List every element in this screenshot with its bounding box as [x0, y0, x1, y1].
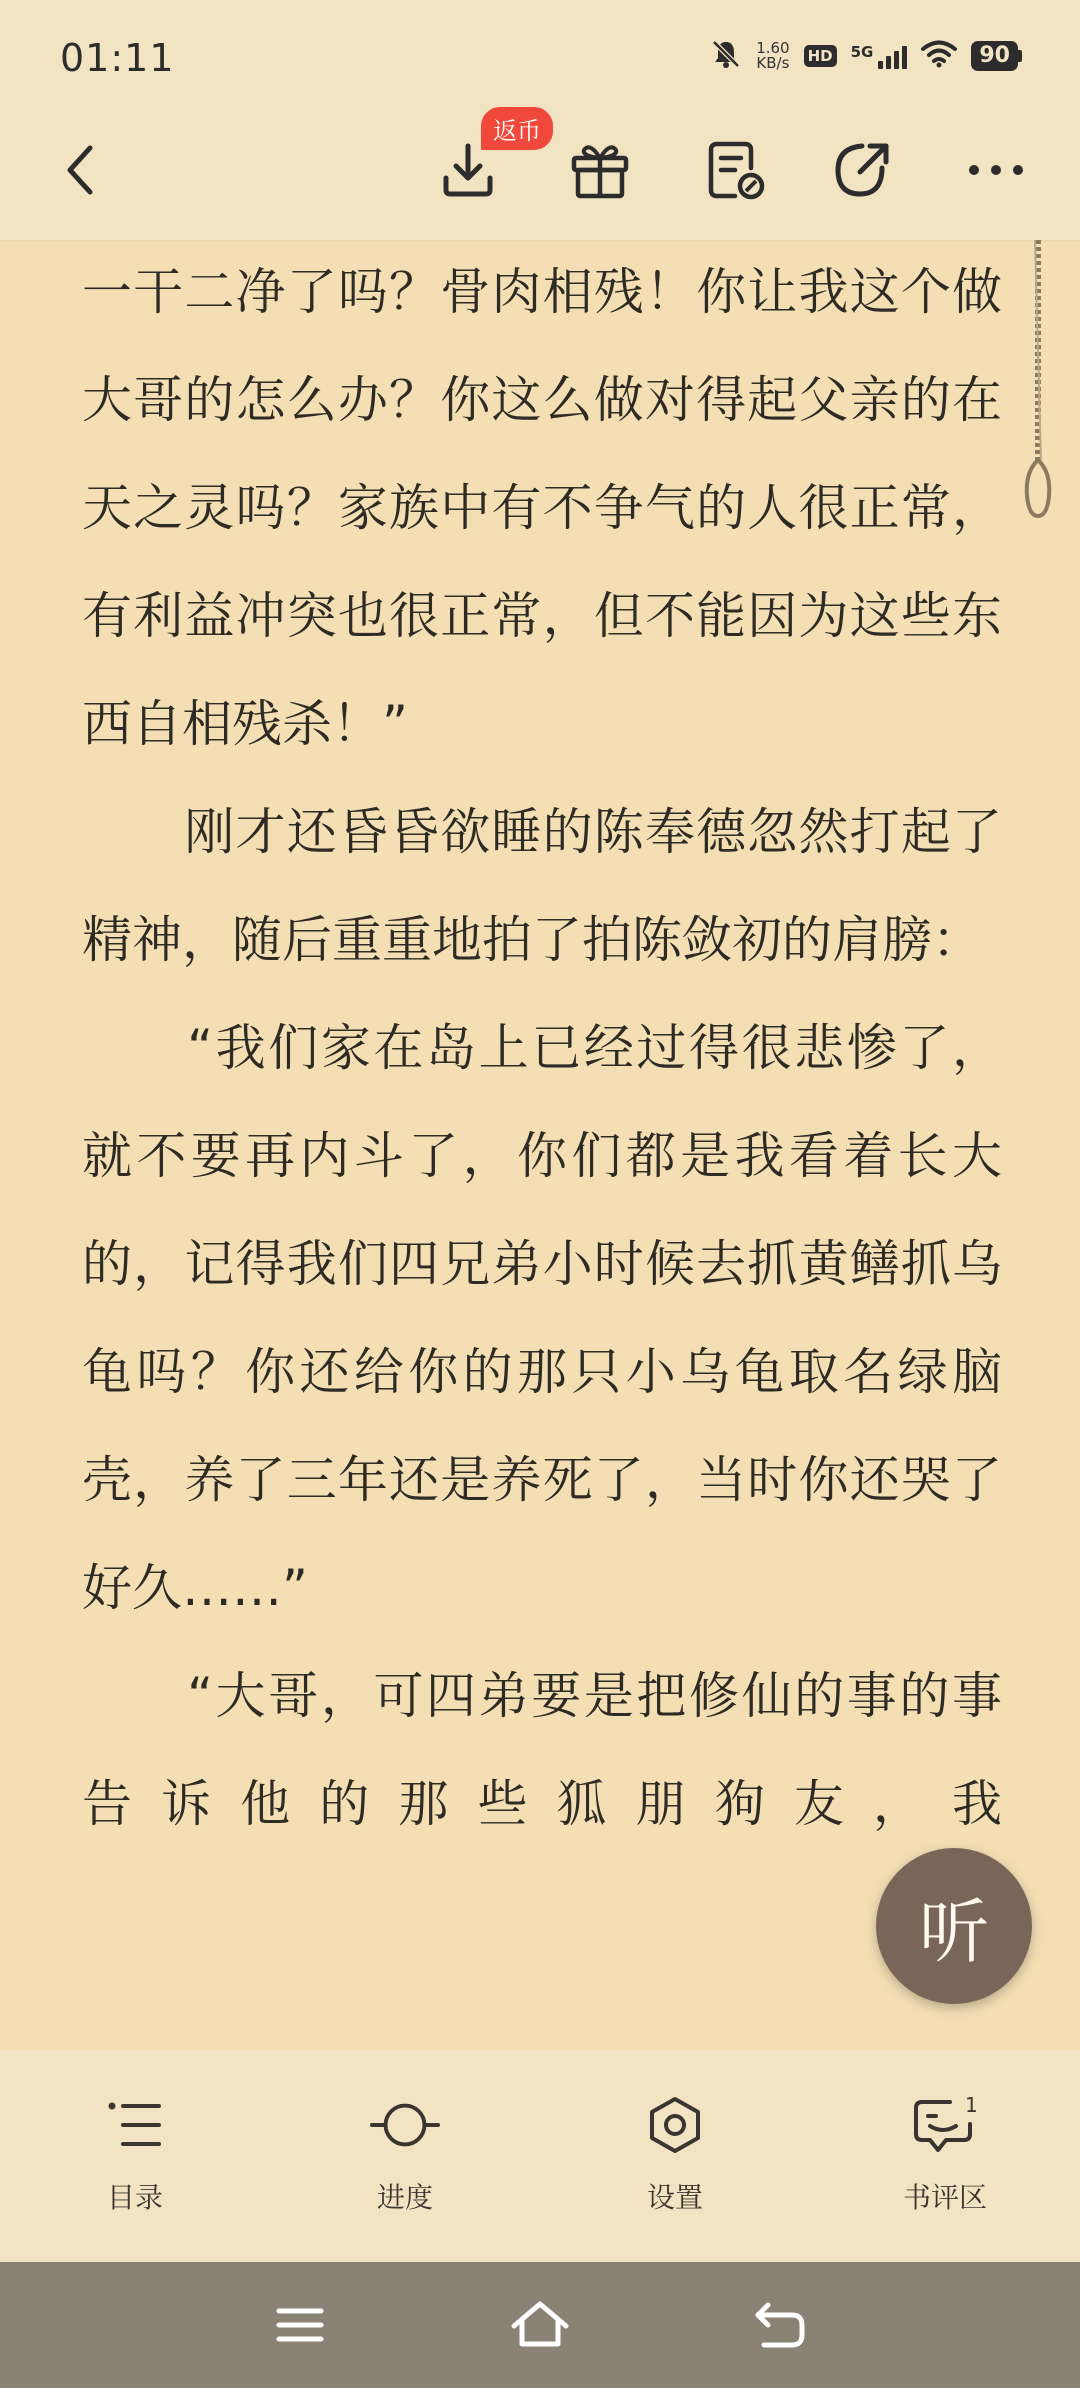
chevron-left-icon — [60, 140, 100, 200]
auto-scroll-rope[interactable] — [1023, 240, 1053, 520]
share-button[interactable] — [822, 130, 902, 210]
status-time: 01:11 — [60, 36, 175, 80]
comment-icon — [910, 2090, 980, 2160]
battery-icon — [971, 41, 1022, 71]
signal-icon — [851, 43, 908, 69]
paragraph: “我们家在岛上已经过得很悲惨了，就不要再内斗了，你们都是我看着长大的，记得我们四兄弟小时候去抓黄鳝抓乌龟吗？你还给你的那只小乌龟取名绿脑壳，养了三年还是养死了，当时你还哭了好久……” — [82, 1019, 1002, 1617]
menu-icon — [275, 2305, 325, 2345]
share-icon — [830, 138, 894, 202]
system-menu-button[interactable] — [265, 2290, 335, 2360]
system-nav-bar — [0, 2262, 1080, 2388]
paragraph: 一干二净了吗？骨肉相残！你让我这个做大哥的怎么办？你这么做对得起父亲的在天之灵吗？家族中有不争气的人很正常，有利益冲突也很正常，但不能因为这些东西自相残杀！” — [82, 263, 1002, 753]
system-back-button[interactable] — [745, 2290, 815, 2360]
hd-badge: HD — [804, 45, 837, 67]
note-edit-icon — [701, 136, 769, 204]
status-icons — [710, 38, 1022, 74]
nav-progress-label: 进度 — [376, 2181, 433, 2214]
more-button[interactable] — [956, 130, 1036, 210]
listen-button[interactable]: 听 — [876, 1848, 1032, 2004]
more-dots-icon — [966, 160, 1026, 180]
nav-toc-label: 目录 — [106, 2181, 163, 2214]
list-icon — [100, 2090, 170, 2160]
battery-level: 90 — [971, 41, 1018, 71]
nav-settings-label: 设置 — [646, 2181, 703, 2214]
settings-hexagon-icon — [640, 2090, 710, 2160]
comments-count: 1 — [965, 2094, 978, 2117]
net-speed-value: 1.60 — [756, 39, 790, 57]
back-button[interactable] — [40, 130, 120, 210]
notes-button[interactable] — [695, 130, 775, 210]
system-home-button[interactable] — [505, 2290, 575, 2360]
mute-bell-icon — [710, 38, 742, 74]
nav-settings[interactable] — [575, 2090, 775, 2230]
coin-return-badge[interactable]: 返币 — [478, 104, 556, 153]
reading-content — [82, 238, 1002, 1858]
back-arrow-icon — [752, 2301, 808, 2349]
net-speed — [756, 41, 789, 71]
nav-comments-label: 书评区 — [902, 2181, 987, 2214]
nav-comments[interactable] — [845, 2090, 1045, 2230]
bottom-nav — [0, 2050, 1080, 2262]
network-type: 5G — [850, 43, 874, 61]
paragraph: 刚才还昏昏欲睡的陈奉德忽然打起了精神，随后重重地拍了拍陈敛初的肩膀： — [82, 803, 1002, 969]
paragraph: “大哥，可四弟要是把修仙的事的事告诉他的那些狐朋狗友，我 — [82, 1667, 1002, 1833]
home-icon — [510, 2300, 570, 2350]
nav-progress[interactable] — [305, 2090, 505, 2230]
progress-icon — [370, 2090, 440, 2160]
wifi-icon — [921, 40, 957, 72]
nav-toc[interactable] — [35, 2090, 235, 2230]
top-bar — [0, 0, 1080, 240]
gift-icon — [566, 136, 634, 204]
gift-button[interactable] — [560, 130, 640, 210]
status-bar — [0, 0, 1080, 110]
net-speed-unit: KB/s — [756, 54, 790, 72]
rope-icon — [1023, 240, 1053, 520]
